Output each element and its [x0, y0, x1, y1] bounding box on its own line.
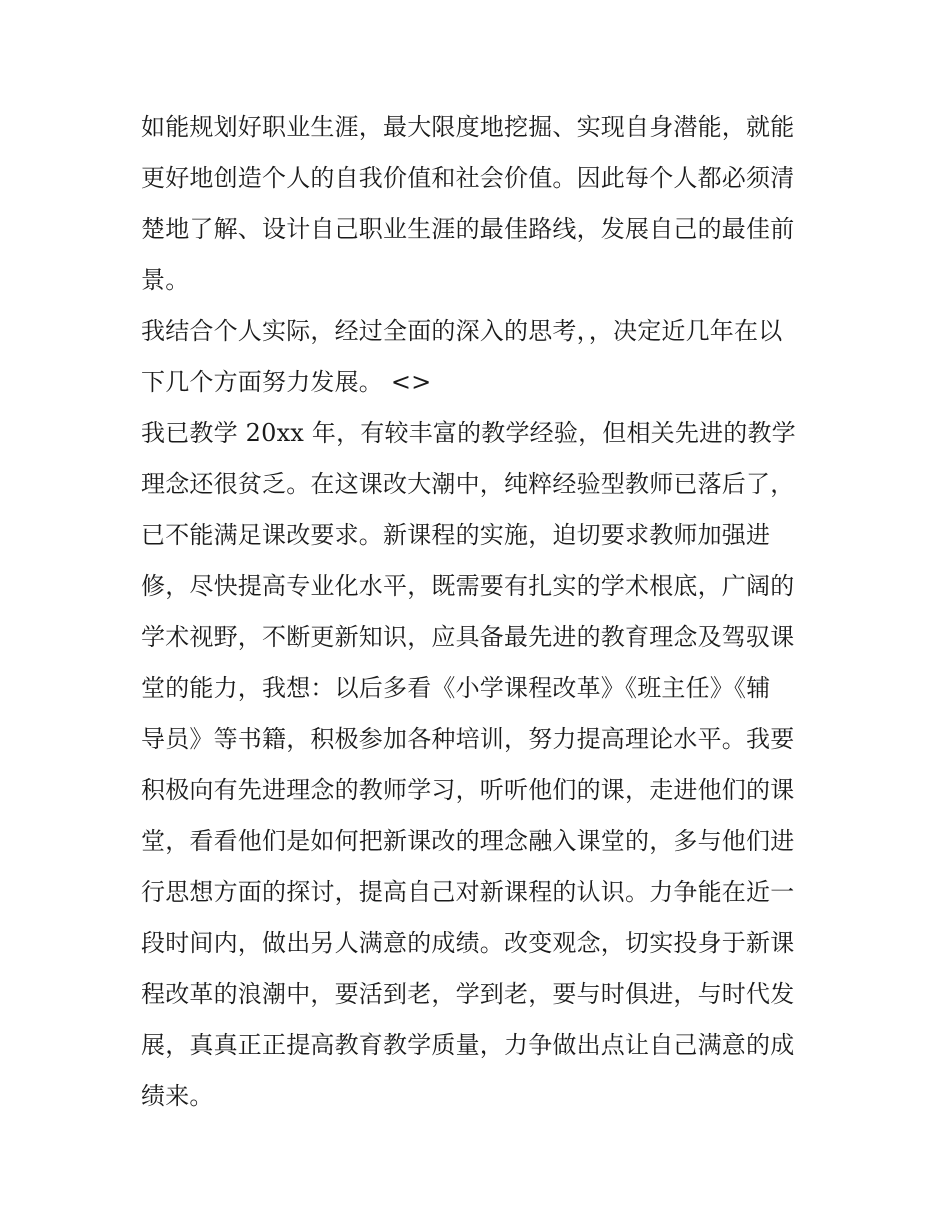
text-line: 积极向有先进理念的教师学习，听听他们的课，走进他们的课	[141, 776, 795, 804]
text-line: 程改革的浪潮中，要活到老，学到老，要与时俱进，与时代发	[141, 980, 795, 1008]
text-line: 楚地了解、设计自己职业生涯的最佳路线，发展自己的最佳前	[141, 215, 795, 243]
text-line: 行思想方面的探讨，提高自己对新课程的认识。力争能在近一	[141, 878, 795, 906]
text-line: 我结合个人实际，经过全面的深入的思考，，决定近几年在以	[141, 317, 783, 345]
text-line: 修，尽快提高专业化水平，既需要有扎实的学术根底，广阔的	[141, 572, 795, 600]
paragraph-personal-decision	[141, 306, 813, 408]
paragraph-teaching-experience	[141, 408, 813, 1122]
text-line: 如能规划好职业生涯，最大限度地挖掘、实现自身潜能，就能	[141, 113, 795, 141]
text-line: 堂的能力，我想：以后多看《小学课程改革》《班主任》《辅	[141, 674, 771, 702]
text-line: 学术视野，不断更新知识，应具备最先进的教育理念及驾驭课	[141, 623, 795, 651]
text-line: 景。	[141, 266, 190, 294]
text-line: 我已教学 20xx 年，有较丰富的教学经验，但相关先进的教学	[141, 419, 796, 447]
document-body	[141, 102, 813, 1122]
text-line: 更好地创造个人的自我价值和社会价值。因此每个人都必须清	[141, 164, 795, 192]
text-line: 已不能满足课改要求。新课程的实施，迫切要求教师加强进	[141, 521, 771, 549]
text-line: 堂，看看他们是如何把新课改的理念融入课堂的，多与他们进	[141, 827, 795, 855]
text-line: 绩来。	[141, 1082, 214, 1110]
text-line: 理念还很贫乏。在这课改大潮中，纯粹经验型教师已落后了，	[141, 470, 795, 498]
text-line: 导员》等书籍，积极参加各种培训，努力提高理论水平。我要	[141, 725, 795, 753]
text-line: 段时间内，做出另人满意的成绩。改变观念，切实投身于新课	[141, 929, 795, 957]
paragraph-career-planning	[141, 102, 813, 306]
text-line: 下几个方面努力发展。 <>	[141, 368, 432, 396]
text-line: 展，真真正正提高教育教学质量，力争做出点让自己满意的成	[141, 1031, 795, 1059]
